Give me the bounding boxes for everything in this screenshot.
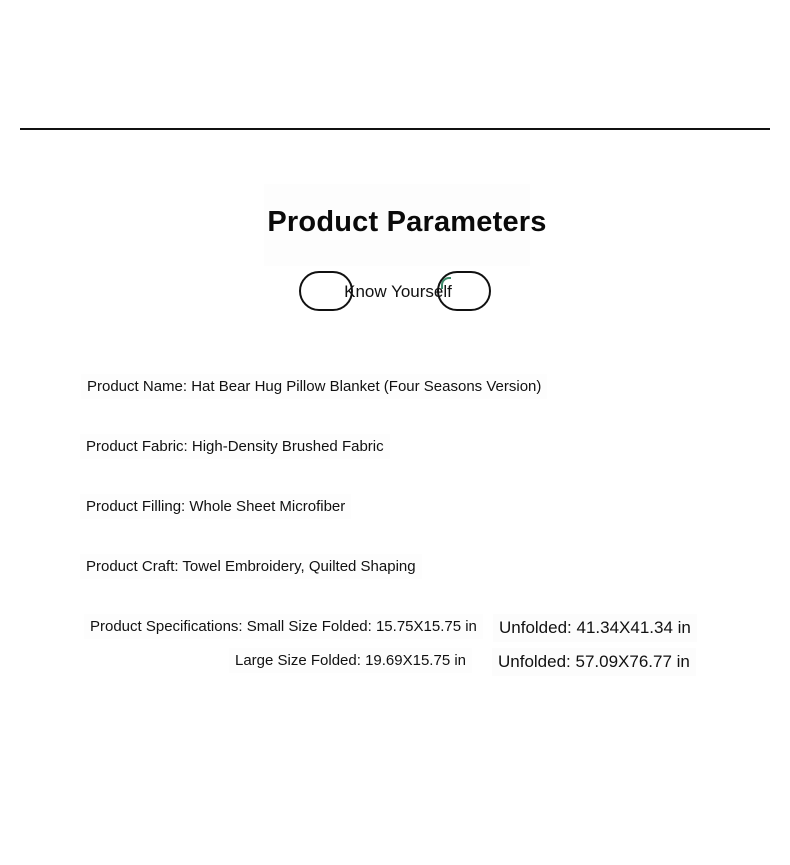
spec-large-unfolded: Unfolded: 57.09X76.77 in [492, 648, 696, 676]
product-craft: Product Craft: Towel Embroidery, Quilted Shaping [80, 554, 422, 579]
know-yourself-badge [298, 270, 492, 314]
product-filling: Product Filling: Whole Sheet Microfiber [80, 494, 351, 519]
spec-large-folded: Large Size Folded: 19.69X15.75 in [229, 648, 472, 673]
product-fabric: Product Fabric: High-Density Brushed Fabric [80, 434, 390, 459]
spec-small-folded: Product Specifications: Small Size Folded: 15.75X15.75 in [84, 614, 483, 639]
page-title: Product Parameters [267, 206, 547, 238]
top-divider [20, 128, 770, 130]
product-name: Product Name: Hat Bear Hug Pillow Blanket (Four Seasons Version) [81, 374, 547, 399]
spec-small-unfolded: Unfolded: 41.34X41.34 in [493, 614, 697, 642]
badge-label: Know Yourself [344, 282, 452, 301]
